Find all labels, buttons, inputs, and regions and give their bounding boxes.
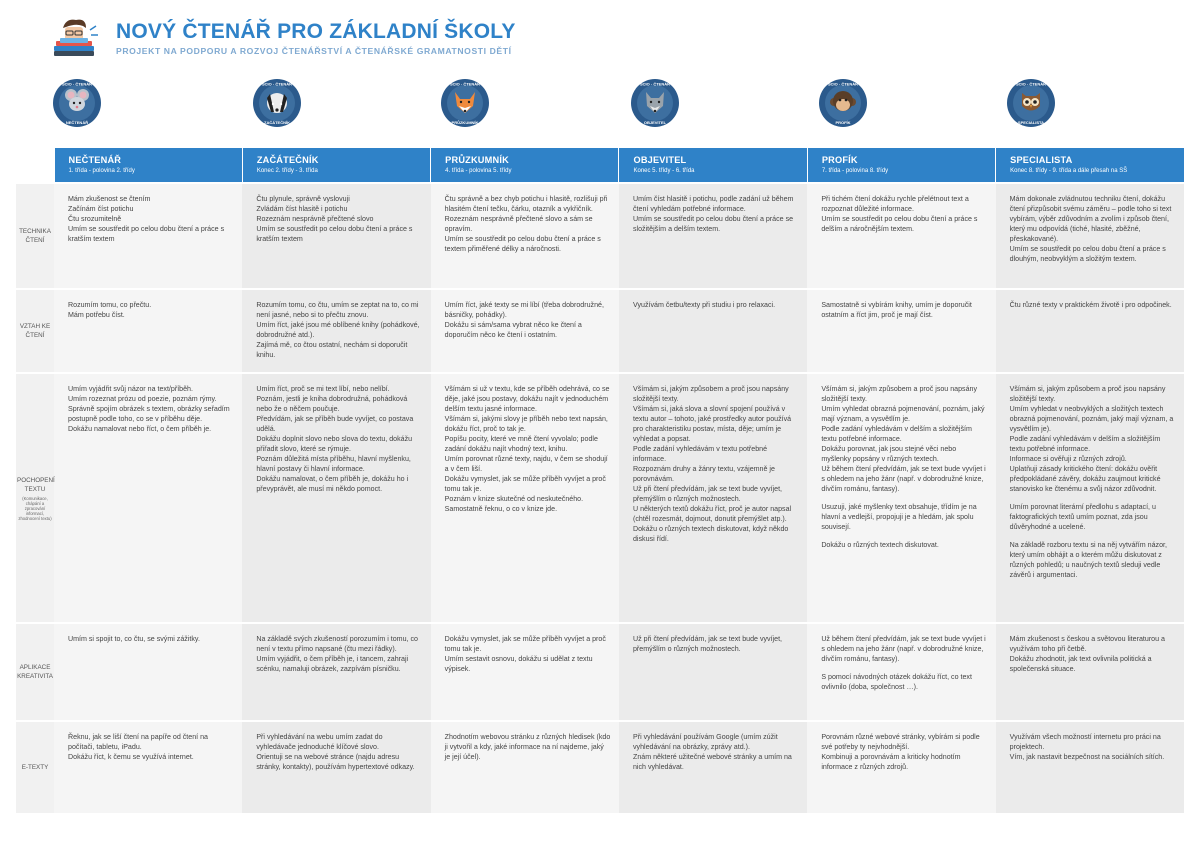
row-label [16,721,54,813]
cell-text: Umím vyjádřit svůj názor na text/příběh. Umím rozeznat prózu od poezie, poznám rýmy. Správně spojím obrázek s textem, obrázky seřadím postupně podle toho, co se v příběhu děje. Dokážu namalovat nebo říct, o čem příběh je. [68,385,230,433]
table-cell [807,373,995,623]
table-cell [431,623,619,721]
cell-text: Dokážu vymyslet, jak se může příběh vyvíjet a proč tomu tak je. Umím sestavit osnovu, dokážu si udělat z textu výpisek. [444,635,606,673]
level-header-row [16,148,1184,183]
level-name: SPECIALISTA [1010,155,1073,165]
table-cell [807,623,995,721]
cell-text: Rozumím tomu, co přečtu. Mám potřebu číst. [68,301,152,319]
cell-text: Usuzuji, jaké myšlenky text obsahuje, třídím je na hlavní a vedlejší, propojuji je a hledám, jak spolu souvisejí. [821,503,977,531]
table-cell [807,289,995,373]
level-header [619,148,807,183]
cell-text: Všímám si, jakým způsobem a proč jsou napsány složitější texty. Všímám si, jaká slova a slovní spojení používá v textu autor – tohoto, jaké prostředky autor používá pro charakteristiku postav, místa, děje; umím je vyhledat a popsat. Podle zadání vyhledávám v textu potřebné informace. Rozpoznám druhy a žánry textu, vzájemně je porovnávám. Už při čtení předvídám, jak se text bude vyvíjet, přemýšlím o různých možnostech. U některých textů dokážu říct, proč je autor napsal (chtěl rozesmát, dojmout, donutit přemýšlet atp.). Dokážu o různých textech diskutovat, když někdo diskusi řídí. [632,385,792,543]
cell-text: Všímám si, jakým způsobem a proč jsou napsány složitější texty. Umím vyhledat v neobvyklých a složitých textech obrazná pojmenování, poznám, jaký mají význam, a vysvětlím je). Podle zadání vyhledávám v delším a složitějším textu potřebné informace. Informace si ověřuji z různých zdrojů. Uplatňuji zásady kritického čtení: dokážu ověřit předpokládané závěry, dokážu zaujmout kritické stanovisko ke čtenému a svůj názor zdůvodnit. [1009,385,1174,493]
cell-text: S pomocí návodných otázek dokážu říct, co text ovlivnilo (doba, společnost …). [821,673,972,691]
level-name: ZAČÁTEČNÍK [256,155,319,165]
badge-level-text: PROFÍK [835,120,851,125]
cell-text: Dokážu o různých textech diskutovat. [821,541,939,549]
level-grade: Konec 2. třídy - 3. třída [256,168,318,174]
owl-badge-icon [1006,76,1056,132]
badger-badge-icon [252,76,302,132]
badge-level-text: OBJEVITEL [643,120,667,125]
page-header [52,16,1152,66]
cell-text: Umím říct, proč se mi text líbí, nebo nelíbí. Poznám, jestli je kniha dobrodružná, pohádková nebo že o něčem poučuje. Předvídám, jak se příběh bude vyvíjet, co postava udělá. Dokážu doplnit slovo nebo slova do textu, dokážu přiřadit slovo, které se rýmuje. Poznám důležitá místa příběhu, hlavní myšlenku, hlavní postavy či hlavní informace. Dokážu namalovat, o čem příběh je, dokážu ho i převyprávět, ale musí mi někdo pomoct. [256,385,414,493]
cell-text: Mám dokonale zvládnutou techniku čtení, dokážu čtení přizpůsobit svému záměru – podle toho si text vybírám, výběr zdůvodním a zvolím i způsob čtení, který mu odpovídá (tiché, hlasité, zběžné, přeskakované). Umím se soustředit po celou dobu čtení a práce s dlouhým, neobvyklým a složitým textem. [1009,195,1172,263]
table-cell [996,183,1184,289]
table-cell [54,721,242,813]
cell-text: Na základě rozboru textu si na něj vytvářím názor, který umím obhájit a o kterém můžu diskutovat z různých pohledů; u naučných textů sleduji vedle závěrů i argumentaci. [1009,541,1167,579]
cell-text: Už při čtení předvídám, jak se text bude vyvíjet, přemýšlím o různých možnostech. [632,635,783,653]
badge-top-text: SCIO · ČTENÁŘ [62,81,92,87]
table-cell [807,721,995,813]
badge-top-text: SCIO · ČTENÁŘ [640,81,670,87]
mouse-badge-icon [52,76,102,132]
reader-boy-logo-icon [52,16,100,60]
cell-text: Při vyhledávání na webu umím zadat do vyhledávače jednoduché klíčové slovo. Orientuji se na webové stránce (najdu adresu stránky, kontakty), používám hypertextové odkazy. [256,733,415,771]
monkey-badge-icon [818,76,868,132]
table-cell [54,623,242,721]
table-row [16,721,1184,813]
page-subtitle: PROJEKT NA PODPORU A ROZVOJ ČTENÁŘSTVÍ A ČTENÁŘSKÉ GRAMATNOSTI DĚTÍ [116,46,512,56]
table-cell [431,289,619,373]
table-cell [996,623,1184,721]
badge-level-text: SPECIALISTA [1017,120,1045,125]
cell-text: Řeknu, jak se liší čtení na papíře od čtení na počítači, tabletu, iPadu. Dokážu říct, k čemu se využívá internet. [68,733,208,761]
table-row [16,289,1184,373]
level-header [431,148,619,183]
table-cell [242,289,430,373]
level-header [54,148,242,183]
table-cell [619,183,807,289]
cell-text: Umím číst hlasitě i potichu, podle zadání už během čtení vyhledám potřebné informace. Umím se soustředit po celou dobu čtení a práce se složitějším a delším textem. [632,195,794,233]
badge-top-text: SCIO · ČTENÁŘ [828,81,858,87]
table-cell [242,183,430,289]
badge-level-text: PRŮZKUMNÍK [451,120,479,125]
row-label-note: (Komunikace, chápání a zpracování informací, zhodnocení textu) [18,495,52,521]
table-cell [996,721,1184,813]
row-label-text: POCHOPENÍ TEXTU [17,476,55,493]
row-label [16,623,54,721]
cell-text: Všímám si už v textu, kde se příběh odehrává, co se děje, jaké jsou postavy, dokážu najít v jednoduchém delším textu jasné informace. Všímám si, jakými slovy je příběh nebo text napsán, dokážu říct, proč to tak je. Popíšu pocity, které ve mně čtení vyvolalo; podle zadání dokážu najít vhodný text, knihu. Umím porovnat různé texty, najdu, v čem se shodují a v čem liší. Dokážu vymyslet, jak se může příběh vyvíjet a proč tomu tak je. Poznám v knize skutečné od neskutečného. Samostatně řeknu, o co v knize jde. [444,385,610,513]
badge-level-text: ZAČÁTEČNÍK [264,120,290,125]
table-cell [242,721,430,813]
table-cell [619,289,807,373]
level-grade: Konec 8. třídy - 9. třída a dále přesah na SŠ [1010,168,1128,174]
table-row [16,623,1184,721]
table-cell [619,623,807,721]
table-cell [619,373,807,623]
table-cell [807,183,995,289]
cell-text: Už během čtení předvídám, jak se text bude vyvíjet i s ohledem na jeho žánr (např. v dobrodružné knize, dívčím románu, fantasy). [821,635,986,663]
cell-text: Využívám četbu/texty při studiu i pro relaxaci. [632,301,776,309]
level-name: PROFÍK [821,155,858,165]
row-label-text: E-TEXTY [21,764,49,771]
level-grade: Konec 5. třídy - 6. třída [633,168,695,174]
level-name: OBJEVITEL [633,155,687,165]
cell-text: Čtu plynule, správně vyslovuji Zvládám číst hlasitě i potichu Rozeznám nesprávně přečtené slovo Umím se soustředit po celou dobu čtení a práce s kratším textem [256,195,413,243]
table-row [16,373,1184,623]
badge-top-text: SCIO · ČTENÁŘ [450,81,480,87]
table-cell [431,721,619,813]
badge-top-text: SCIO · ČTENÁŘ [1016,81,1046,87]
cell-text: Na základě svých zkušeností porozumím i tomu, co není v textu přímo napsané (čtu mezi řádky). Umím vyjádřit, o čem příběh je, i tancem, zahraji scénku, namaluji obrázek, zazpívám písničku. [256,635,418,673]
cell-text: Umím porovnat literární předlohu s adaptací, u faktografických textů umím poznat, zda jsou důvěryhodné a ucelené. [1009,503,1156,531]
table-cell [54,289,242,373]
badge-top-text: SCIO · ČTENÁŘ [262,81,292,87]
table-row [16,183,1184,289]
table-cell [431,373,619,623]
fox-badge-icon [440,76,490,132]
row-label [16,373,54,623]
table-cell [619,721,807,813]
cell-text: Využívám všech možností internetu pro práci na projektech. Vím, jak nastavit bezpečnost na sociálních sítích. [1009,733,1165,761]
level-name: NEČTENÁŘ [68,155,122,165]
cell-text: Zhodnotím webovou stránku z různých hledisek (kdo ji vytvořil a kdy, jaké informace na ní najdeme, jaký je její účel). [444,733,611,761]
row-label-text: APLIKACE KREATIVITA [17,664,53,680]
cell-text: Samostatně si vybírám knihy, umím je doporučit ostatním a říct jim, proč je mají číst. [821,301,972,319]
level-header [996,148,1184,183]
level-grade: 1. třída - polovina 2. třídy [68,168,135,174]
cell-text: Porovnám různé webové stránky, vybírám si podle své potřeby ty nejvhodnější. Kombinuji a porovnávám a kriticky hodnotím informace z různých zdrojů. [821,733,980,771]
level-header [807,148,995,183]
page-title: NOVÝ ČTENÁŘ PRO ZÁKLADNÍ ŠKOLY [116,20,516,43]
table-corner [16,148,54,183]
table-cell [242,623,430,721]
cell-text: Všímám si, jakým způsobem a proč jsou napsány složitější texty. Umím vyhledat obrazná pojmenování, poznám, jaký mají význam, a vysvětlím je. Podle zadání vyhledávám v delším a složitějším textu potřebné informace. Dokážu porovnat, jak jsou stejné věci nebo myšlenky popsány v různých textech. Už během čtení předvídám, jak se text bude vyvíjet i s ohledem na jeho žánr (např. v dobrodružné knize, dívčím románu, fantasy). [821,385,986,493]
cell-text: Rozumím tomu, co čtu, umím se zeptat na to, co mi není jasné, nebo si to přečtu znovu. Umím říct, jaké jsou mé oblíbené knihy (pohádkové, dobrodružné atd.). Zajímá mě, co čtou ostatní, nechám si doporučit knihu. [256,301,420,359]
cell-text: Umím říct, jaké texty se mi líbí (třeba dobrodružné, básničky, pohádky). Dokážu si sám/sama vybrat něco ke čtení a doporučím něco ke čtení i ostatním. [444,301,604,339]
level-header [242,148,430,183]
cell-text: Mám zkušenost s českou a světovou literaturou a využívám toho při četbě. Dokážu zhodnotit, jak text ovlivnila politická a společenská situace. [1009,635,1165,673]
cell-text: Při tichém čtení dokážu rychle přelétnout text a rozpoznat důležité informace. Umím se soustředit po celou dobu čtení a práce s delším a náročnějším textem. [821,195,978,233]
table-cell [996,373,1184,623]
table-cell [431,183,619,289]
level-grade: 4. třída - polovina 5. třídy [445,168,512,174]
table-cell [54,373,242,623]
table-cell [242,373,430,623]
cell-text: Při vyhledávání používám Google (umím zúžit vyhledávání na obrázky, zprávy atd.). Znám některé užitečné webové stránky a umím na nich vyhledávat. [632,733,792,771]
reading-skills-table [16,148,1184,813]
wolf-badge-icon [630,76,680,132]
cell-text: Mám zkušenost se čtením Začínám číst potichu Čtu srozumitelně Umím se soustředit po celou dobu čtení a práce s kratším textem [68,195,225,243]
cell-text: Umím si spojit to, co čtu, se svými zážitky. [68,635,200,643]
level-grade: 7. třída - polovina 8. třídy [821,168,889,174]
cell-text: Čtu správně a bez chyb potichu i hlasitě, rozlišuji při hlasitém čtení tečku, čárku, otazník a vykřičník. Rozeznám nesprávně přečtené slovo a sám se opravím. Umím se soustředit po celou dobu čtení a práce s textem přiměřené délky a náročnosti. [444,195,608,253]
level-name: PRŮZKUMNÍK [445,155,509,165]
cell-text: Čtu různé texty v praktickém životě i pro odpočinek. [1009,301,1172,309]
row-label-text: TECHNIKA ČTENÍ [19,228,51,244]
row-label [16,289,54,373]
badge-level-text: NEČTENÁŘ [65,120,89,125]
table-cell [996,289,1184,373]
row-label [16,183,54,289]
row-label-text: VZTAH KE ČTENÍ [19,323,51,339]
level-badges [52,76,1184,136]
table-body [16,183,1184,813]
table-cell [54,183,242,289]
